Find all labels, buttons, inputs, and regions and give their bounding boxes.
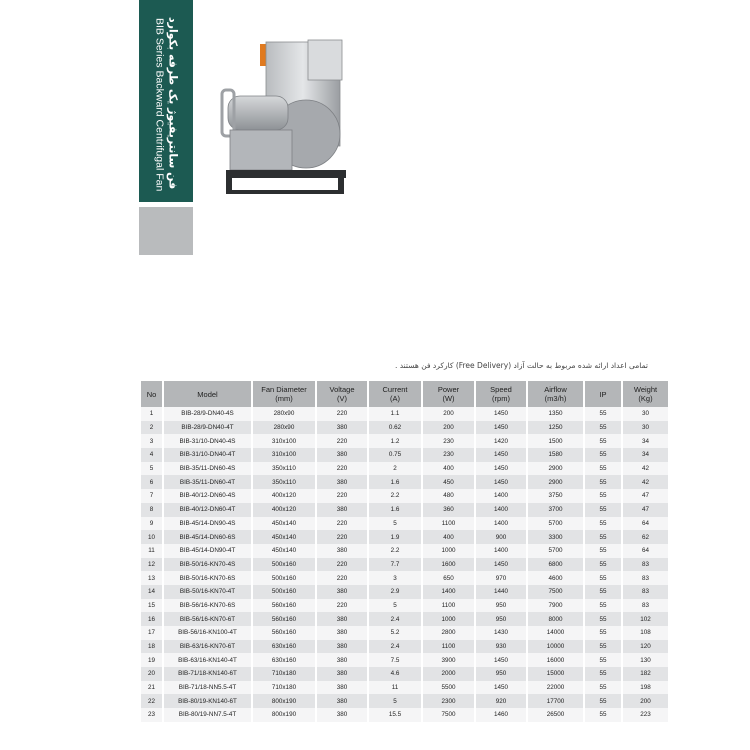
table-cell: 3300 — [528, 530, 583, 544]
table-cell: 1450 — [476, 558, 526, 572]
table-cell: 102 — [623, 612, 668, 626]
table-row — [141, 708, 668, 722]
table-cell: 1100 — [423, 599, 474, 613]
table-cell: 1400 — [476, 517, 526, 531]
table-cell: 1450 — [476, 407, 526, 421]
table-cell: 380 — [317, 448, 367, 462]
table-cell: 220 — [317, 434, 367, 448]
table-cell: 220 — [317, 599, 367, 613]
table-cell: BIB-40/12-DN60-4T — [164, 503, 251, 517]
table-cell: 900 — [476, 530, 526, 544]
table-cell: 108 — [623, 626, 668, 640]
table-cell: 30 — [623, 421, 668, 435]
table-cell: 200 — [623, 694, 668, 708]
table-cell: BIB-45/14-DN90-4S — [164, 517, 251, 531]
sidebar-title-fa: فن سانتریفیوژ یک طرفه بکوارد — [166, 16, 180, 190]
table-cell: BIB-35/11-DN60-4T — [164, 475, 251, 489]
table-cell: 55 — [585, 421, 621, 435]
table-cell: 42 — [623, 475, 668, 489]
table-cell: 2900 — [528, 475, 583, 489]
table-cell: 83 — [623, 558, 668, 572]
table-cell: BIB-28/9-DN40-4T — [164, 421, 251, 435]
table-cell: 380 — [317, 667, 367, 681]
table-body — [141, 407, 668, 722]
table-cell: 3 — [141, 434, 162, 448]
table-cell: 380 — [317, 626, 367, 640]
table-cell: 360 — [423, 503, 474, 517]
table-cell: 7500 — [528, 585, 583, 599]
column-header-label: No — [146, 389, 157, 399]
pedestal — [230, 130, 292, 170]
table-cell: 62 — [623, 530, 668, 544]
table-cell: 1450 — [476, 462, 526, 476]
table-row — [141, 626, 668, 640]
table-cell: 42 — [623, 462, 668, 476]
table-cell: 34 — [623, 448, 668, 462]
table-cell: 55 — [585, 626, 621, 640]
table-cell: 2.2 — [369, 544, 421, 558]
table-cell: 950 — [476, 599, 526, 613]
table-cell: 13 — [141, 571, 162, 585]
table-cell: 223 — [623, 708, 668, 722]
table-cell: BIB-28/9-DN40-4S — [164, 407, 251, 421]
table-cell: 920 — [476, 694, 526, 708]
table-cell: 380 — [317, 585, 367, 599]
table-row — [141, 694, 668, 708]
sidebar-title — [139, 0, 193, 202]
table-cell: 55 — [585, 517, 621, 531]
table-cell: 1400 — [476, 544, 526, 558]
column-header-unit: (V) — [337, 394, 347, 403]
table-cell: BIB-63/16-KN140-4T — [164, 653, 251, 667]
table-cell: 5700 — [528, 544, 583, 558]
table-cell: 7500 — [423, 708, 474, 722]
table-row — [141, 475, 668, 489]
table-cell: 1.6 — [369, 503, 421, 517]
table-row — [141, 434, 668, 448]
table-cell: 220 — [317, 558, 367, 572]
table-row — [141, 530, 668, 544]
base-frame-bottom — [226, 190, 344, 194]
table-cell: 400 — [423, 462, 474, 476]
table-cell: 7.5 — [369, 653, 421, 667]
table-row — [141, 517, 668, 531]
table-row — [141, 462, 668, 476]
table-row — [141, 503, 668, 517]
table-cell: 3700 — [528, 503, 583, 517]
table-cell: 1500 — [528, 434, 583, 448]
table-cell: 1440 — [476, 585, 526, 599]
column-header — [141, 381, 162, 407]
table-row — [141, 612, 668, 626]
table-cell: 1000 — [423, 544, 474, 558]
table-cell: 1.9 — [369, 530, 421, 544]
table-row — [141, 640, 668, 654]
table-cell: 380 — [317, 653, 367, 667]
table-cell: 560x160 — [253, 626, 315, 640]
table-cell: 450x140 — [253, 530, 315, 544]
column-header-unit: (W) — [442, 394, 455, 403]
table-cell: 230 — [423, 448, 474, 462]
table-cell: 1100 — [423, 640, 474, 654]
table-row — [141, 407, 668, 421]
table-cell: 710x180 — [253, 667, 315, 681]
table-cell: 7 — [141, 489, 162, 503]
table-row — [141, 585, 668, 599]
table-cell: 2 — [369, 462, 421, 476]
table-cell: 950 — [476, 612, 526, 626]
table-cell: BIB-80/19-KN140-6T — [164, 694, 251, 708]
table-cell: 280x90 — [253, 407, 315, 421]
column-header-unit: (mm) — [275, 394, 293, 403]
table-cell: 310x100 — [253, 434, 315, 448]
base-leg-right — [338, 178, 344, 192]
table-cell: BIB-35/11-DN60-4S — [164, 462, 251, 476]
table-cell: 20 — [141, 667, 162, 681]
table-cell: 1420 — [476, 434, 526, 448]
table-cell: 1250 — [528, 421, 583, 435]
table-cell: 2000 — [423, 667, 474, 681]
table-cell: 2.9 — [369, 585, 421, 599]
table-cell: 3750 — [528, 489, 583, 503]
table-cell: 1400 — [476, 503, 526, 517]
table-cell: 5 — [369, 694, 421, 708]
table-cell: 1450 — [476, 475, 526, 489]
table-cell: 400x120 — [253, 503, 315, 517]
column-header-unit: (A) — [390, 394, 400, 403]
table-cell: 10 — [141, 530, 162, 544]
table-header-row — [141, 381, 668, 407]
table-cell: 2 — [141, 421, 162, 435]
table-cell: 55 — [585, 475, 621, 489]
table-cell: 23 — [141, 708, 162, 722]
column-header-label: Model — [197, 389, 218, 399]
table-cell: 47 — [623, 503, 668, 517]
spec-table — [139, 381, 670, 722]
table-cell: 1100 — [423, 517, 474, 531]
column-header-label: Airflow — [544, 385, 567, 394]
column-header-unit: (rpm) — [492, 394, 510, 403]
table-cell: 5 — [369, 517, 421, 531]
table-cell: 220 — [317, 530, 367, 544]
base-frame-top — [226, 170, 346, 178]
table-row — [141, 489, 668, 503]
table-cell: 2.4 — [369, 640, 421, 654]
table-cell: 3 — [369, 571, 421, 585]
table-cell: BIB-45/14-DN90-4T — [164, 544, 251, 558]
table-cell: 64 — [623, 544, 668, 558]
table-cell: 1450 — [476, 448, 526, 462]
fan-product-image — [220, 38, 348, 198]
table-cell: BIB-71/18-NN5.5-4T — [164, 681, 251, 695]
table-cell: 500x160 — [253, 558, 315, 572]
table-cell: 2800 — [423, 626, 474, 640]
table-cell: 14000 — [528, 626, 583, 640]
column-header-label: Current — [382, 385, 408, 394]
table-cell: 220 — [317, 489, 367, 503]
column-header-unit: (m3/h) — [544, 394, 567, 403]
table-row — [141, 421, 668, 435]
table-row — [141, 681, 668, 695]
table-cell: 11 — [369, 681, 421, 695]
table-cell: 380 — [317, 681, 367, 695]
column-header-label: IP — [599, 389, 607, 399]
column-header-label: Voltage — [329, 385, 355, 394]
table-cell: 26500 — [528, 708, 583, 722]
table-cell: 400x120 — [253, 489, 315, 503]
table-cell: 9 — [141, 517, 162, 531]
table-cell: BIB-31/10-DN40-4S — [164, 434, 251, 448]
table-cell: 380 — [317, 708, 367, 722]
table-cell: 17700 — [528, 694, 583, 708]
motor-body — [228, 96, 288, 130]
table-cell: 1460 — [476, 708, 526, 722]
table-cell: 21 — [141, 681, 162, 695]
table-cell: 83 — [623, 571, 668, 585]
table-cell: 200 — [423, 421, 474, 435]
table-cell: 280x90 — [253, 421, 315, 435]
table-cell: 800x190 — [253, 708, 315, 722]
table-cell: 16000 — [528, 653, 583, 667]
table-cell: 650 — [423, 571, 474, 585]
table-cell: 220 — [317, 517, 367, 531]
sidebar-gray-block — [139, 207, 193, 255]
base-leg-left — [226, 178, 232, 192]
table-cell: 198 — [623, 681, 668, 695]
table-cell: 4 — [141, 448, 162, 462]
table-cell: 380 — [317, 640, 367, 654]
table-cell: 11 — [141, 544, 162, 558]
table-cell: 380 — [317, 612, 367, 626]
table-cell: BIB-50/16-KN70-4S — [164, 558, 251, 572]
table-cell: 55 — [585, 653, 621, 667]
table-cell: 6800 — [528, 558, 583, 572]
table-cell: 15.5 — [369, 708, 421, 722]
table-cell: 5 — [141, 462, 162, 476]
table-cell: 380 — [317, 694, 367, 708]
column-header — [476, 381, 526, 407]
table-cell: 1450 — [476, 653, 526, 667]
column-header-label: Speed — [490, 385, 512, 394]
table-cell: BIB-63/16-KN70-6T — [164, 640, 251, 654]
table-cell: 22000 — [528, 681, 583, 695]
table-row — [141, 558, 668, 572]
table-cell: 1.2 — [369, 434, 421, 448]
table-cell: 1350 — [528, 407, 583, 421]
sidebar-title-en: BIB Series Backward Centrifugal Fan — [153, 18, 166, 192]
table-cell: 500x160 — [253, 571, 315, 585]
table-cell: 7900 — [528, 599, 583, 613]
table-cell: 55 — [585, 571, 621, 585]
table-row — [141, 448, 668, 462]
table-cell: 1430 — [476, 626, 526, 640]
table-cell: 14 — [141, 585, 162, 599]
table-cell: 17 — [141, 626, 162, 640]
table-cell: 5700 — [528, 517, 583, 531]
table-cell: 55 — [585, 503, 621, 517]
table-cell: 350x110 — [253, 475, 315, 489]
column-header-unit: (Kg) — [638, 394, 653, 403]
table-cell: 15 — [141, 599, 162, 613]
table-cell: 55 — [585, 489, 621, 503]
table-cell: 1450 — [476, 421, 526, 435]
table-row — [141, 544, 668, 558]
table-cell: 3900 — [423, 653, 474, 667]
table-cell: 380 — [317, 421, 367, 435]
column-header — [528, 381, 583, 407]
table-cell: 2.2 — [369, 489, 421, 503]
table-cell: BIB-71/18-KN140-6T — [164, 667, 251, 681]
table-cell: 930 — [476, 640, 526, 654]
column-header — [623, 381, 668, 407]
table-cell: 2900 — [528, 462, 583, 476]
table-cell: BIB-56/16-KN70-6S — [164, 599, 251, 613]
column-header-label: Weight — [633, 385, 658, 394]
table-cell: 1580 — [528, 448, 583, 462]
table-cell: 30 — [623, 407, 668, 421]
table-cell: 7.7 — [369, 558, 421, 572]
table-cell: 450x140 — [253, 517, 315, 531]
column-header-label: Power — [437, 385, 460, 394]
table-cell: 55 — [585, 462, 621, 476]
table-cell: 4.6 — [369, 667, 421, 681]
table-cell: 1450 — [476, 681, 526, 695]
table-cell: BIB-45/14-DN60-6S — [164, 530, 251, 544]
table-cell: 380 — [317, 475, 367, 489]
fan-outlet — [308, 40, 342, 80]
table-cell: 83 — [623, 585, 668, 599]
table-cell: 55 — [585, 434, 621, 448]
table-cell: BIB-56/16-KN70-6T — [164, 612, 251, 626]
column-header — [369, 381, 421, 407]
table-cell: 1.1 — [369, 407, 421, 421]
table-cell: BIB-50/16-KN70-4T — [164, 585, 251, 599]
table-cell: 22 — [141, 694, 162, 708]
column-header — [164, 381, 251, 407]
table-cell: 480 — [423, 489, 474, 503]
table-cell: 450x140 — [253, 544, 315, 558]
table-cell: 200 — [423, 407, 474, 421]
table-cell: 380 — [317, 544, 367, 558]
table-cell: 1400 — [423, 585, 474, 599]
table-cell: 10000 — [528, 640, 583, 654]
table-cell: 8 — [141, 503, 162, 517]
table-cell: 4600 — [528, 571, 583, 585]
table-cell: 19 — [141, 653, 162, 667]
table-cell: 55 — [585, 407, 621, 421]
table-cell: 630x160 — [253, 653, 315, 667]
table-cell: BIB-31/10-DN40-4T — [164, 448, 251, 462]
table-row — [141, 667, 668, 681]
table-cell: BIB-40/12-DN60-4S — [164, 489, 251, 503]
table-cell: 560x160 — [253, 599, 315, 613]
table-row — [141, 599, 668, 613]
table-cell: 2.4 — [369, 612, 421, 626]
column-header — [585, 381, 621, 407]
table-row — [141, 653, 668, 667]
table-cell: 182 — [623, 667, 668, 681]
table-cell: 350x110 — [253, 462, 315, 476]
table-cell: 55 — [585, 667, 621, 681]
table-cell: 2300 — [423, 694, 474, 708]
table-cell: 0.62 — [369, 421, 421, 435]
column-header — [253, 381, 315, 407]
table-cell: 55 — [585, 544, 621, 558]
table-cell: BIB-50/16-KN70-6S — [164, 571, 251, 585]
table-cell: 400 — [423, 530, 474, 544]
table-cell: 55 — [585, 694, 621, 708]
table-cell: 130 — [623, 653, 668, 667]
table-cell: 500x160 — [253, 585, 315, 599]
table-cell: 8000 — [528, 612, 583, 626]
table-cell: 800x190 — [253, 694, 315, 708]
table-cell: 970 — [476, 571, 526, 585]
table-cell: 55 — [585, 558, 621, 572]
table-cell: 16 — [141, 612, 162, 626]
table-cell: 64 — [623, 517, 668, 531]
table-cell: 55 — [585, 530, 621, 544]
table-row — [141, 571, 668, 585]
column-header-label: Fan Diameter — [261, 385, 307, 394]
table-cell: 1400 — [476, 489, 526, 503]
table-cell: 83 — [623, 599, 668, 613]
table-cell: 5500 — [423, 681, 474, 695]
table-cell: 0.75 — [369, 448, 421, 462]
table-cell: 1600 — [423, 558, 474, 572]
table-cell: 55 — [585, 708, 621, 722]
table-cell: 630x160 — [253, 640, 315, 654]
table-cell: 5.2 — [369, 626, 421, 640]
table-cell: 12 — [141, 558, 162, 572]
column-header — [317, 381, 367, 407]
table-cell: 55 — [585, 612, 621, 626]
column-header — [423, 381, 474, 407]
table-cell: 310x100 — [253, 448, 315, 462]
table-cell: 230 — [423, 434, 474, 448]
table-cell: 18 — [141, 640, 162, 654]
table-cell: 450 — [423, 475, 474, 489]
table-cell: 5 — [369, 599, 421, 613]
table-cell: 55 — [585, 448, 621, 462]
table-cell: 1000 — [423, 612, 474, 626]
table-cell: 6 — [141, 475, 162, 489]
table-cell: 120 — [623, 640, 668, 654]
free-delivery-note: تمامی اعداد ارائه شده مربوط به حالت آزاد (Free Delivery) کارکرد فن هستند . — [394, 361, 648, 370]
table-cell: 710x180 — [253, 681, 315, 695]
table-cell: 34 — [623, 434, 668, 448]
table-cell: 55 — [585, 585, 621, 599]
table-cell: 220 — [317, 407, 367, 421]
table-cell: 560x160 — [253, 612, 315, 626]
table-cell: 47 — [623, 489, 668, 503]
table-cell: BIB-80/19-NN7.5-4T — [164, 708, 251, 722]
table-cell: 1 — [141, 407, 162, 421]
table-cell: 15000 — [528, 667, 583, 681]
table-cell: 220 — [317, 571, 367, 585]
table-cell: 55 — [585, 640, 621, 654]
table-cell: 55 — [585, 599, 621, 613]
table-cell: 950 — [476, 667, 526, 681]
table-cell: 380 — [317, 503, 367, 517]
table-cell: 55 — [585, 681, 621, 695]
table-cell: 220 — [317, 462, 367, 476]
table-cell: BIB-56/16-KN100-4T — [164, 626, 251, 640]
table-cell: 1.6 — [369, 475, 421, 489]
